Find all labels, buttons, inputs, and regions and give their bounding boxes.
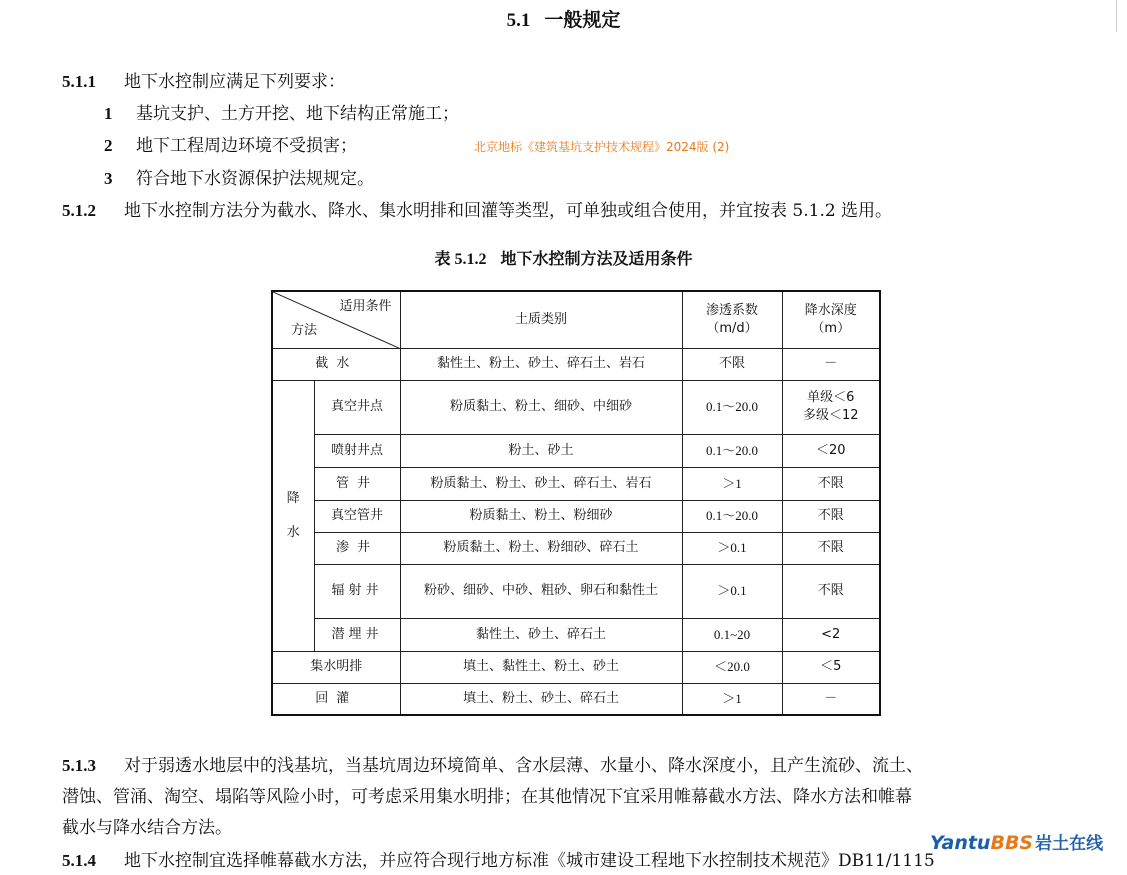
header-soil: 土质类别 <box>400 291 682 348</box>
clause-number: 5.1.2 <box>62 201 96 220</box>
depth-cell: <2 <box>782 618 880 651</box>
table-row <box>272 467 880 500</box>
perm-cell: 0.1～20.0 <box>682 434 782 467</box>
soil-cell: 粉质黏土、粉土、粉细砂 <box>400 500 682 532</box>
depth-cell: 不限 <box>782 500 880 532</box>
table-row <box>272 683 880 715</box>
clause-5-1-3-line3: 截水与降水结合方法。 <box>62 818 232 838</box>
soil-cell: 粉质黏土、粉土、细砂、中细砂 <box>400 380 682 434</box>
depth-cell: 不限 <box>782 467 880 500</box>
section-title: 一般规定 <box>544 9 621 31</box>
soil-cell: 填土、粉土、砂土、碎石土 <box>400 683 682 715</box>
soil-cell: 填土、黏性土、粉土、砂土 <box>400 651 682 683</box>
depth-cell: 不限 <box>782 532 880 564</box>
clause-5-1-1 <box>62 71 345 93</box>
method-cell: 渗井 <box>314 532 400 564</box>
perm-cell: 不限 <box>682 348 782 380</box>
clause-5-1-4 <box>62 850 935 872</box>
table-title: 地下水控制方法及适用条件 <box>500 249 693 268</box>
clause-5-1-3-line2: 潜蚀、管涌、淘空、塌陷等风险小时，可考虑采用集水明排；在其他情况下宜采用帷幕截水方法、降水方法和帷幕 <box>62 787 912 807</box>
method-cell: 截水 <box>272 348 400 380</box>
method-cell: 集水明排 <box>272 651 400 683</box>
soil-cell: 粉质黏土、粉土、砂土、碎石土、岩石 <box>400 467 682 500</box>
table-number: 表 5.1.2 <box>434 251 487 268</box>
section-heading <box>0 5 1127 32</box>
clause-text-line1: 对于弱透水地层中的浅基坑，当基坑周边环境简单、含水层薄、水量小、降水深度小，且产生流砂、流土、 <box>124 756 923 776</box>
method-cell: 真空管井 <box>314 500 400 532</box>
soil-cell: 粉土、砂土 <box>400 434 682 467</box>
dewater-group-label: 降水 <box>286 490 300 540</box>
method-cell: 喷射井点 <box>314 434 400 467</box>
soil-cell: 粉质黏土、粉土、粉细砂、碎石土 <box>400 532 682 564</box>
table-row <box>272 500 880 532</box>
header-depth <box>782 291 880 348</box>
header-method: 方法 <box>291 322 318 338</box>
table-header-row <box>272 291 880 348</box>
item-text: 地下工程周边环境不受损害； <box>136 136 357 156</box>
perm-cell: ＜20.0 <box>682 651 782 683</box>
clause-5-1-2 <box>62 200 892 222</box>
perm-cell: ＞0.1 <box>682 532 782 564</box>
header-permeability-label: 渗透系数 <box>705 302 758 318</box>
clause-number: 5.1.4 <box>62 851 96 870</box>
depth-cell: 不限 <box>782 564 880 618</box>
clause-text: 地下水控制方法分为截水、降水、集水明排和回灌等类型，可单独或组合使用，并宜按表 5.1.2 选用。 <box>124 201 893 221</box>
clause-text: 地下水控制宜选择帷幕截水方法，并应符合现行地方标准《城市建设工程地下水控制技术规范》DB11/1115 <box>124 851 935 871</box>
table-row <box>272 651 880 683</box>
clause-number: 5.1.1 <box>62 72 96 91</box>
table-row <box>272 380 880 434</box>
depth-single-stage: 单级＜6 <box>807 390 855 405</box>
list-item <box>104 103 459 125</box>
method-cell: 管井 <box>314 467 400 500</box>
item-number: 2 <box>104 136 113 155</box>
control-methods-table <box>271 290 881 716</box>
header-depth-label: 降水深度 <box>804 302 857 318</box>
clause-5-1-3 <box>62 755 923 777</box>
table-caption <box>0 246 1127 269</box>
list-item <box>104 135 357 157</box>
table-row <box>272 348 880 380</box>
soil-cell: 黏性土、粉土、砂土、碎石土、岩石 <box>400 348 682 380</box>
table-row <box>272 434 880 467</box>
soil-cell: 粉砂、细砂、中砂、粗砂、卵石和黏性土 <box>400 564 682 618</box>
table-row <box>272 618 880 651</box>
depth-cell: － <box>782 683 880 715</box>
header-permeability <box>682 291 782 348</box>
header-depth-unit: （m） <box>811 320 851 336</box>
method-cell: 辐射井 <box>314 564 400 618</box>
perm-cell: ＞1 <box>682 467 782 500</box>
clause-text: 地下水控制应满足下列要求： <box>124 72 345 92</box>
item-text: 符合地下水资源保护法规规定。 <box>136 169 374 189</box>
perm-cell: ＞1 <box>682 683 782 715</box>
method-cell: 回灌 <box>272 683 400 715</box>
depth-cell <box>782 380 880 434</box>
depth-cell: － <box>782 348 880 380</box>
table-row <box>272 532 880 564</box>
perm-cell: ＞0.1 <box>682 564 782 618</box>
perm-cell: 0.1～20.0 <box>682 380 782 434</box>
list-item <box>104 168 374 190</box>
item-text: 基坑支护、土方开挖、地下结构正常施工； <box>136 104 459 124</box>
method-cell: 潜埋井 <box>314 618 400 651</box>
diagonal-header-cell <box>272 291 400 348</box>
soil-cell: 黏性土、砂土、碎石土 <box>400 618 682 651</box>
depth-multi-stage: 多级＜12 <box>802 408 859 423</box>
depth-cell: ＜20 <box>782 434 880 467</box>
header-conditions: 适用条件 <box>339 299 392 314</box>
dewater-group-cell <box>272 380 314 651</box>
section-number: 5.1 <box>506 10 531 31</box>
header-permeability-unit: （m/d） <box>706 320 758 336</box>
watermark-text: 北京地标《建筑基坑支护技术规程》2024版 (2) <box>474 140 730 154</box>
depth-cell: ＜5 <box>782 651 880 683</box>
method-cell: 真空井点 <box>314 380 400 434</box>
clause-number: 5.1.3 <box>62 756 96 775</box>
yantubbs-logo: YantuBBS 岩土在线 <box>930 832 1104 854</box>
item-number: 3 <box>104 169 113 188</box>
perm-cell: 0.1～20.0 <box>682 500 782 532</box>
item-number: 1 <box>104 104 113 123</box>
table-row <box>272 564 880 618</box>
perm-cell: 0.1~20 <box>682 618 782 651</box>
